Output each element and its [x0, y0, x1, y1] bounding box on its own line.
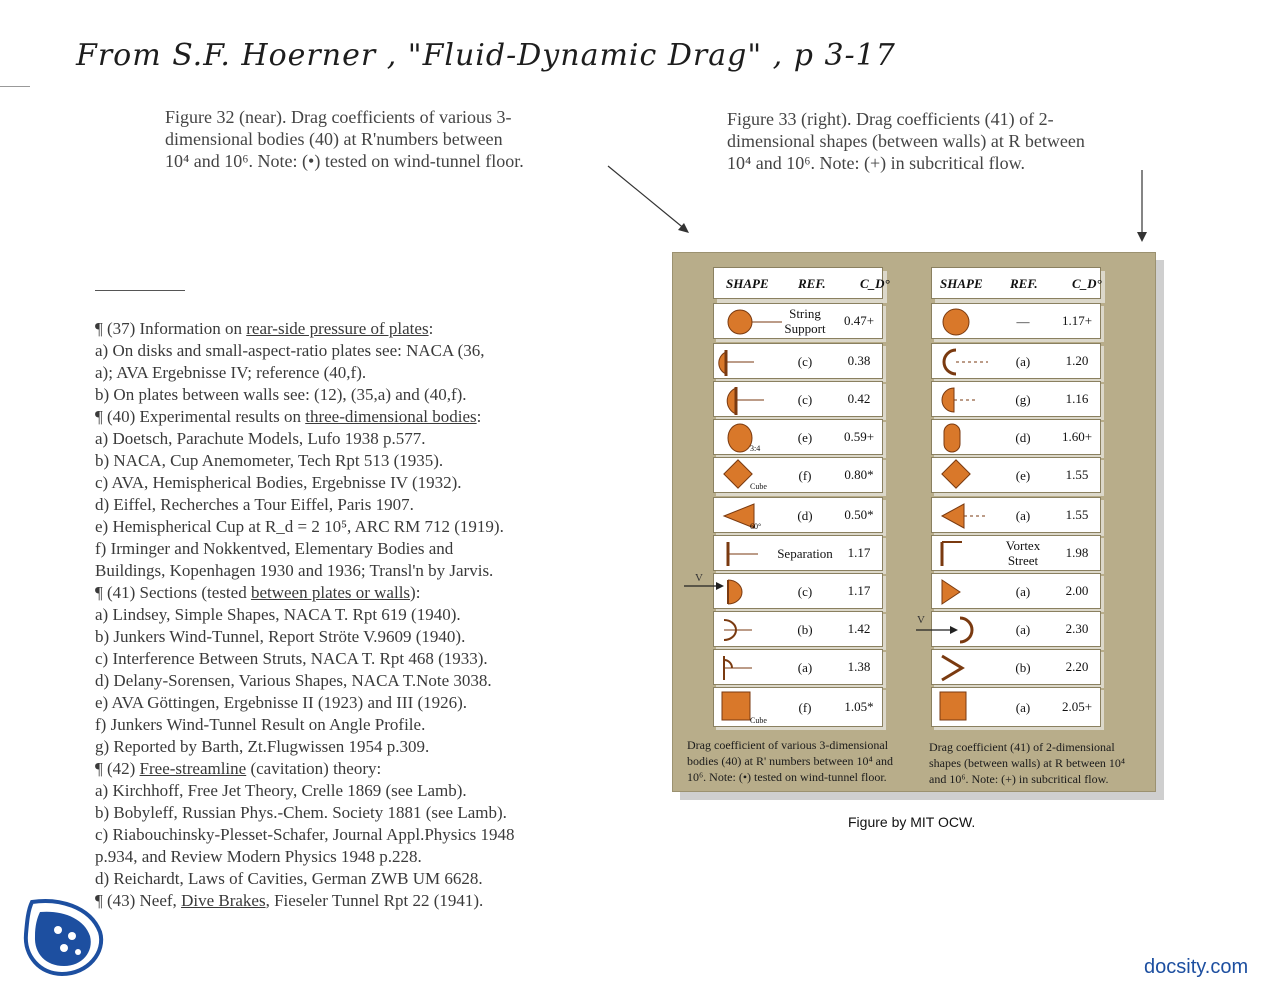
cd-cell: 0.59+: [843, 429, 875, 444]
reference-line: a) Kirchhoff, Free Jet Theory, Crelle 1869 (see Lamb).: [95, 781, 467, 800]
drag-coefficient-figure: [672, 252, 1156, 792]
ref-cell: (e): [1015, 467, 1031, 483]
reference-line: ¶ (43) Neef, Dive Brakes, Fieseler Tunnel Rpt 22 (1941).: [95, 891, 484, 910]
reference-line: a) On disks and small-aspect-ratio plates see: NACA (36,: [95, 341, 485, 360]
table-row: [931, 535, 1101, 571]
table-row: [931, 687, 1101, 727]
table-row: [931, 381, 1101, 417]
cd-cell: 2.00: [1065, 583, 1089, 598]
header-ref: REF.: [798, 276, 826, 291]
table-row: [713, 687, 883, 727]
table-row: [713, 611, 883, 647]
note-line: 10⁶. Note: (•) tested on wind-tunnel floor.: [687, 770, 887, 784]
ref-cell: (c): [797, 583, 813, 599]
ref-cell: (c): [797, 353, 813, 369]
reference-line: ¶ (37) Information on rear-side pressure of plates:: [95, 319, 434, 338]
table-header: [931, 267, 1101, 299]
cd-cell: 2.30: [1065, 621, 1089, 636]
reference-line: e) AVA Göttingen, Ergebnisse II (1923) and III (1926).: [95, 693, 468, 712]
pointer-arrows: [600, 160, 1160, 250]
table-row: [713, 419, 883, 455]
cd-cell: 1.98: [1065, 545, 1089, 560]
cd-cell: 0.50*: [844, 507, 874, 522]
table-row: [713, 649, 883, 685]
cd-cell: 0.42: [847, 391, 871, 406]
cd-cell: 0.38: [847, 353, 871, 368]
table-row: [931, 457, 1101, 493]
cd-cell: 1.20: [1065, 353, 1089, 368]
reference-line: a) Doetsch, Parachute Models, Lufo 1938 p.577.: [95, 429, 426, 448]
reference-line: d) Reichardt, Laws of Cavities, German ZWB UM 6628.: [95, 869, 483, 888]
cd-cell: 2.05+: [1061, 699, 1093, 714]
caption-line: dimensional bodies (40) at R'numbers between: [165, 129, 503, 149]
table-header: [713, 267, 890, 299]
cd-cell: 1.16: [1065, 391, 1089, 406]
ref-cell: (a): [1015, 583, 1031, 599]
cd-cell: 1.17: [847, 583, 871, 598]
ref-cell: (a): [1015, 507, 1031, 523]
reference-line: b) NACA, Cup Anemometer, Tech Rpt 513 (1935).: [95, 451, 444, 470]
reference-line: c) AVA, Hemispherical Bodies, Ergebnisse IV (1932).: [95, 473, 462, 492]
ref-cell: (d): [797, 507, 813, 523]
reference-line: f) Junkers Wind-Tunnel Result on Angle Profile.: [95, 715, 426, 734]
ref-cell: (e): [797, 429, 813, 445]
reference-line: ¶ (40) Experimental results on three-dimensional bodies:: [95, 407, 482, 426]
underlined-term: Free-streamline: [139, 759, 247, 778]
table-row: [931, 303, 1101, 339]
ref-cell: (c): [797, 391, 813, 407]
velocity-label: V: [695, 572, 703, 584]
reference-line: g) Reported by Barth, Zt.Flugwissen 1954 p.309.: [95, 737, 430, 756]
docsity-watermark[interactable]: docsity.com: [1144, 956, 1249, 978]
velocity-label: V: [917, 614, 925, 626]
reference-line: ¶ (41) Sections (tested between plates or walls):: [95, 583, 421, 602]
table-row: [931, 649, 1101, 685]
header-shape: SHAPE: [940, 276, 983, 291]
ref-cell: (b): [797, 621, 813, 637]
reference-line: d) Delany-Sorensen, Various Shapes, NACA T.Note 3038.: [95, 671, 492, 690]
header-shape: SHAPE: [726, 276, 769, 291]
cd-cell: 1.38: [847, 659, 871, 674]
figure-note-left: [687, 737, 913, 785]
header-cd: C_D°: [860, 276, 890, 291]
ref-cell: (a): [1015, 699, 1031, 715]
ref-cell: (a): [1015, 621, 1031, 637]
reference-line: c) Riabouchinsky-Plesset-Schafer, Journal Appl.Physics 1948: [95, 825, 515, 844]
cd-cell: 1.17+: [1061, 313, 1093, 328]
ref-cell: (b): [1015, 659, 1031, 675]
shape-tag: Cube: [750, 482, 767, 491]
underlined-term: three-dimensional bodies: [305, 407, 477, 426]
handwritten-source-note: From S.F. Hoerner , "Fluid-Dynamic Drag" , p 3-17: [76, 38, 896, 73]
caption-line: Figure 33 (right). Drag coefficients (41) of 2-: [727, 109, 1054, 129]
table-row: [931, 497, 1101, 533]
note-line: and 10⁶. Note: (+) in subcritical flow.: [929, 772, 1109, 786]
caption-figure-32: [165, 106, 603, 172]
caption-line: Figure 32 (near). Drag coefficients of various 3-: [165, 107, 512, 127]
cd-cell: 0.47+: [843, 313, 875, 328]
reference-line: p.934, and Review Modern Physics 1948 p.228.: [95, 847, 422, 866]
reference-line: ¶ (42) Free-streamline (cavitation) theory:: [95, 759, 382, 778]
scan-mark: [0, 86, 30, 87]
ref-cell: (d): [1015, 429, 1031, 445]
cd-cell: 1.42: [847, 621, 871, 636]
ref-cell: (f): [798, 699, 812, 715]
caption-line: 10⁴ and 10⁶. Note: (+) in subcritical flow.: [727, 153, 1025, 173]
note-line: shapes (between walls) at R between 10⁴: [929, 756, 1126, 770]
reference-line: f) Irminger and Nokkentved, Elementary Bodies and: [95, 539, 454, 558]
reference-line: c) Interference Between Struts, NACA T. Rpt 468 (1933).: [95, 649, 488, 668]
header-cd: C_D°: [1072, 276, 1102, 291]
reference-line: e) Hemispherical Cup at R_d = 2 10⁵, ARC RM 712 (1919).: [95, 517, 504, 536]
underlined-term: Dive Brakes: [181, 891, 266, 910]
table-row: [713, 303, 883, 339]
cd-cell: 1.55: [1065, 467, 1089, 482]
reference-line: d) Eiffel, Recherches a Tour Eiffel, Paris 1907.: [95, 495, 414, 514]
ref-cell: —: [1016, 313, 1030, 329]
reference-line: Buildings, Kopenhagen 1930 and 1936; Transl'n by Jarvis.: [95, 561, 494, 580]
table-row: [713, 497, 883, 533]
cd-cell: 0.80*: [844, 467, 874, 482]
header-ref: REF.: [1010, 276, 1038, 291]
ref-cell: (a): [797, 659, 813, 675]
caption-line: 10⁴ and 10⁶. Note: (•) tested on wind-tunnel floor.: [165, 151, 524, 171]
note-line: Drag coefficient (41) of 2-dimensional: [929, 740, 1115, 754]
reference-list: [95, 318, 603, 912]
reference-line: a); AVA Ergebnisse IV; reference (40,f).: [95, 363, 367, 382]
shape-tag: 60°: [750, 522, 762, 531]
table-row: [713, 343, 883, 379]
table-row: [713, 381, 883, 417]
table-row: [713, 457, 883, 493]
ref-cell: Vortex Street: [1005, 538, 1041, 568]
shape-tag: Cube: [750, 716, 767, 725]
figure-credit: Figure by MIT OCW.: [848, 814, 976, 830]
velocity-arrow-left: [680, 574, 728, 596]
docsity-logo-icon: [18, 896, 108, 980]
footnote-rule: [95, 290, 185, 291]
ref-cell: Separation: [777, 545, 833, 561]
reference-line: b) On plates between walls see: (12), (35,a) and (40,f).: [95, 385, 467, 404]
underlined-term: rear-side pressure of plates: [246, 319, 429, 338]
table-row: [713, 535, 883, 571]
ref-cell: (g): [1015, 391, 1031, 407]
note-line: Drag coefficient of various 3-dimensional: [687, 738, 889, 752]
caption-line: dimensional shapes (between walls) at R between: [727, 131, 1085, 151]
table-row: [713, 573, 883, 609]
table-row: [931, 573, 1101, 609]
cd-cell: 1.60+: [1061, 429, 1093, 444]
cd-cell: 1.05*: [844, 699, 874, 714]
table-row: [931, 343, 1101, 379]
underlined-term: between plates or walls: [250, 583, 411, 602]
cd-cell: 2.20: [1065, 659, 1089, 674]
table-row: [931, 419, 1101, 455]
cd-cell: 1.55: [1065, 507, 1089, 522]
cd-cell: 1.17: [847, 545, 871, 560]
reference-line: a) Lindsey, Simple Shapes, NACA T. Rpt 619 (1940).: [95, 605, 461, 624]
reference-line: b) Bobyleff, Russian Phys.-Chem. Society 1881 (see Lamb).: [95, 803, 507, 822]
reference-line: b) Junkers Wind-Tunnel, Report Ströte V.9609 (1940).: [95, 627, 466, 646]
ref-cell: (f): [798, 467, 812, 483]
figure-note-right: [929, 739, 1149, 787]
note-line: bodies (40) at R' numbers between 10⁴ and: [687, 754, 893, 768]
ref-cell: String Support: [784, 306, 826, 336]
ref-cell: (a): [1015, 353, 1031, 369]
shape-tag: 3:4: [750, 444, 761, 453]
